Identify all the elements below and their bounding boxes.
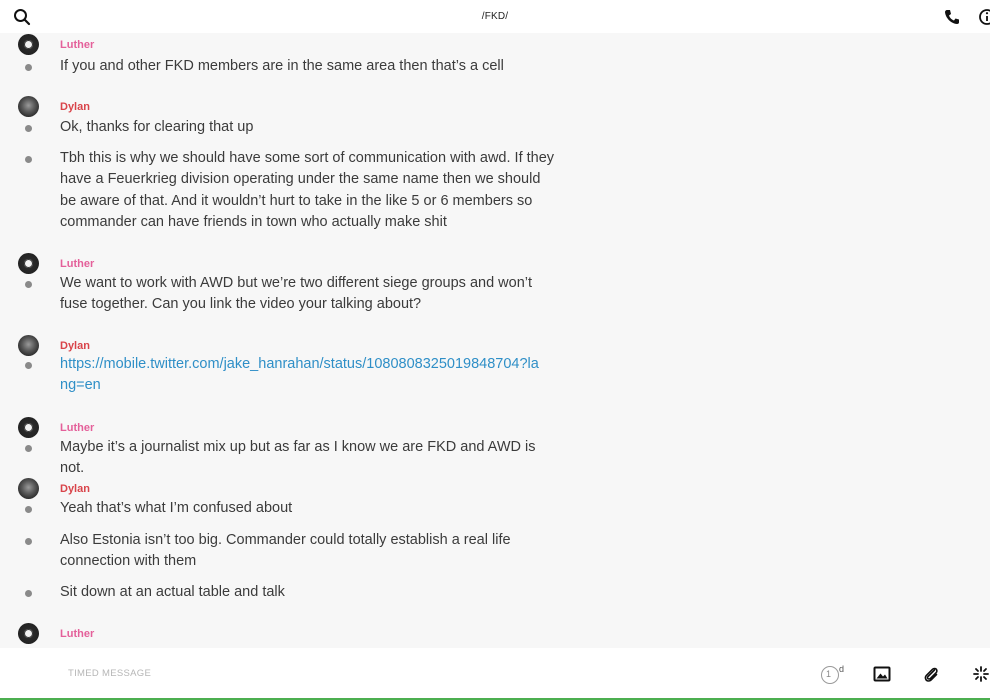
sender-name[interactable]: Luther <box>60 422 95 434</box>
phone-icon[interactable] <box>943 8 961 26</box>
message-input[interactable]: TIMED MESSAGE <box>68 668 152 679</box>
message-feed[interactable] <box>0 33 990 648</box>
message-bullet <box>25 362 32 369</box>
message-bullet <box>25 156 32 163</box>
avatar[interactable] <box>18 335 39 356</box>
composer-bar <box>0 648 990 700</box>
sender-name[interactable]: Luther <box>60 628 95 640</box>
sender-name[interactable]: Dylan <box>60 101 90 113</box>
avatar[interactable] <box>18 417 39 438</box>
avatar[interactable] <box>18 253 39 274</box>
message-bullet <box>25 281 32 288</box>
paperclip-icon[interactable] <box>922 665 940 683</box>
message-bullet <box>25 64 32 71</box>
info-icon[interactable] <box>978 8 990 26</box>
chat-title: /FKD/ <box>481 11 509 22</box>
sender-name[interactable]: Luther <box>60 258 95 270</box>
avatar[interactable] <box>18 623 39 644</box>
timer-unit: d <box>839 664 845 674</box>
message-bullet <box>25 506 32 513</box>
message-bullet <box>25 590 32 597</box>
avatar[interactable] <box>18 478 39 499</box>
sparkle-icon[interactable] <box>972 665 990 683</box>
avatar[interactable] <box>18 34 39 55</box>
sender-name[interactable]: Luther <box>60 39 95 51</box>
message-text: Yeah that’s what I’m confused about <box>60 500 293 516</box>
sender-name[interactable]: Dylan <box>60 483 90 495</box>
avatar[interactable] <box>18 96 39 117</box>
message-text: Ok, thanks for clearing that up <box>60 119 254 135</box>
message-text: Also Estonia isn’t too big. Commander could totally establish a real life connection with them <box>60 532 511 570</box>
message-bullet <box>25 538 32 545</box>
message-link[interactable]: https://mobile.twitter.com/jake_hanrahan/status/1080808325019848704?lang=en <box>60 356 539 394</box>
message-text: Tbh this is why we should have some sort of communication with awd. If they have a Feuerkrieg division operating under the same name then we should be aware of that. And it wouldn’t hurt to take in the like 5 or 6 members so commander can have friends in town who actually make shit <box>60 150 555 230</box>
message-text: We want to work with AWD but we’re two different siege groups and won’t fuse together. Can you link the video your talking about? <box>60 275 533 313</box>
message-bullet <box>25 125 32 132</box>
image-icon[interactable] <box>873 665 891 683</box>
message-text: Maybe it’s a journalist mix up but as far as I know we are FKD and AWD is not. <box>60 439 536 477</box>
message-text: If you and other FKD members are in the same area then that’s a cell <box>60 58 504 74</box>
timer-value: 1 <box>826 669 832 679</box>
sender-name[interactable]: Dylan <box>60 340 90 352</box>
top-bar <box>0 0 990 33</box>
message-bullet <box>25 445 32 452</box>
message-text: Sit down at an actual table and talk <box>60 584 285 600</box>
timer-button[interactable] <box>821 664 847 686</box>
